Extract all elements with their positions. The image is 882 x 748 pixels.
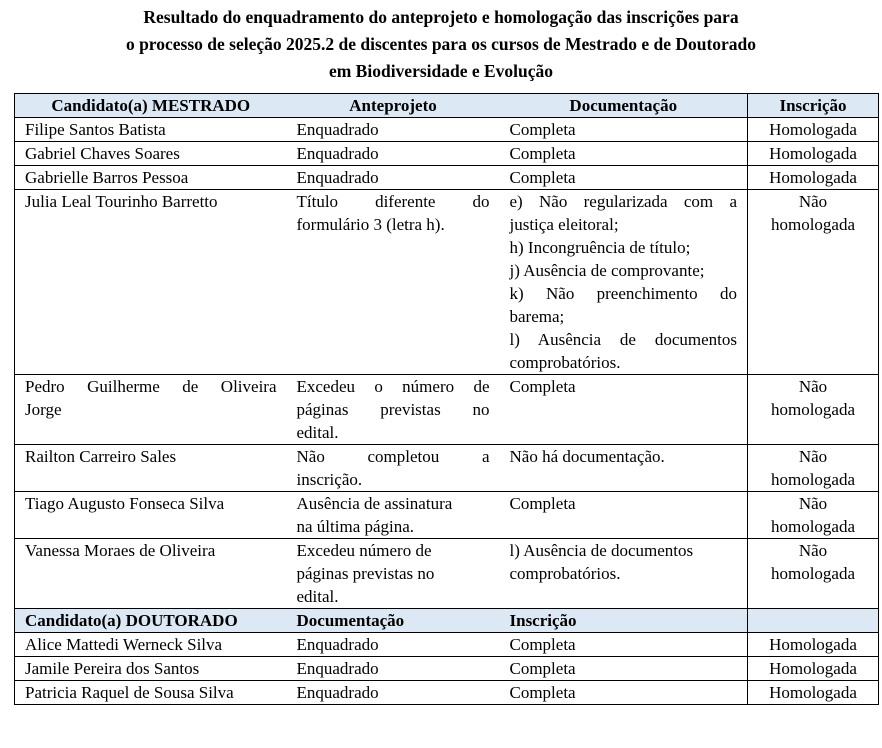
cell-inscricao — [748, 375, 879, 445]
cell-candidato — [15, 445, 287, 492]
cell-text-line: l) Ausência de documentos — [509, 330, 737, 349]
cell-text-line: comprobatórios. — [509, 564, 621, 583]
cell-inscricao — [748, 633, 879, 657]
cell-anteprojeto — [287, 375, 500, 445]
cell-documentacao — [500, 190, 748, 375]
cell-anteprojeto — [287, 190, 500, 375]
cell-text-line: homologada — [770, 470, 856, 489]
table-row — [15, 190, 879, 375]
table-row — [15, 166, 879, 190]
cell-text-line: h) Incongruência de título; — [509, 238, 691, 257]
cell-documentacao — [500, 142, 748, 166]
cell-text-line: Pedro Guilherme de Oliveira — [25, 377, 277, 396]
cell-documentacao — [500, 118, 748, 142]
cell-text-line: barema; — [509, 307, 565, 326]
cell-text-line: Homologada — [769, 120, 857, 139]
cell-anteprojeto — [287, 142, 500, 166]
cell-text-line: homologada — [770, 564, 856, 583]
cell-candidato — [15, 142, 287, 166]
cell-text-line: Homologada — [769, 635, 857, 654]
cell-anteprojeto — [287, 657, 500, 681]
cell-documentacao — [500, 633, 748, 657]
cell-text-line: Completa — [509, 494, 576, 513]
column-header-documentacao: Inscrição — [500, 609, 748, 633]
cell-text-line: Vanessa Moraes de Oliveira — [25, 541, 216, 560]
table-row — [15, 681, 879, 705]
cell-documentacao — [500, 539, 748, 609]
cell-anteprojeto — [287, 633, 500, 657]
table-row — [15, 445, 879, 492]
cell-inscricao — [748, 118, 879, 142]
cell-text-line: Não completou a — [296, 447, 490, 466]
cell-text-line: Completa — [509, 377, 576, 396]
cell-text-line: Completa — [509, 168, 576, 187]
table-row — [15, 492, 879, 539]
table-row — [15, 539, 879, 609]
cell-inscricao — [748, 681, 879, 705]
cell-documentacao — [500, 445, 748, 492]
cell-text-line: Título diferente do — [296, 192, 490, 211]
doutorado-header-row — [15, 609, 879, 633]
cell-anteprojeto — [287, 492, 500, 539]
cell-documentacao — [500, 166, 748, 190]
cell-text-line: l) Ausência de documentos — [509, 541, 694, 560]
cell-inscricao — [748, 492, 879, 539]
cell-text-line: Alice Mattedi Werneck Silva — [25, 635, 223, 654]
cell-text-line: Filipe Santos Batista — [25, 120, 166, 139]
title-line: Resultado do enquadramento do anteprojeto e homologação das inscrições para — [143, 7, 739, 27]
cell-text-line: homologada — [770, 215, 856, 234]
column-header-inscricao — [748, 609, 879, 633]
cell-text-line: edital. — [296, 423, 339, 442]
cell-candidato — [15, 375, 287, 445]
cell-text-line: edital. — [296, 587, 339, 606]
cell-text-line: Enquadrado — [296, 120, 379, 139]
cell-text-line: Não — [798, 377, 828, 396]
cell-documentacao — [500, 375, 748, 445]
cell-text-line: Completa — [509, 635, 576, 654]
cell-text-line: Homologada — [769, 659, 857, 678]
cell-text-line: homologada — [770, 517, 856, 536]
cell-text-line: páginas previstas no — [296, 564, 435, 583]
results-table — [14, 93, 879, 705]
cell-text-line: na última página. — [296, 517, 415, 536]
cell-text-line: Completa — [509, 120, 576, 139]
cell-text-line: Enquadrado — [296, 144, 379, 163]
cell-text-line: Completa — [509, 659, 576, 678]
cell-text-line: Enquadrado — [296, 168, 379, 187]
cell-text-line: Não há documentação. — [509, 447, 665, 466]
cell-candidato — [15, 492, 287, 539]
cell-text-line: Excedeu número de — [296, 541, 432, 560]
cell-text-line: Completa — [509, 144, 576, 163]
cell-anteprojeto — [287, 681, 500, 705]
cell-text-line: Homologada — [769, 683, 857, 702]
cell-anteprojeto — [287, 445, 500, 492]
table-row — [15, 118, 879, 142]
column-header-candidato: Candidato(a) MESTRADO — [15, 94, 287, 118]
cell-text-line: Completa — [509, 683, 576, 702]
cell-text-line: Jamile Pereira dos Santos — [25, 659, 200, 678]
cell-text-line: justiça eleitoral; — [509, 215, 619, 234]
cell-inscricao — [748, 166, 879, 190]
mestrado-header-row — [15, 94, 879, 118]
cell-candidato — [15, 681, 287, 705]
cell-text-line: Enquadrado — [296, 659, 379, 678]
table-row — [15, 633, 879, 657]
cell-text-line: Não — [798, 447, 828, 466]
cell-candidato — [15, 539, 287, 609]
cell-anteprojeto — [287, 118, 500, 142]
cell-text-line: k) Não preenchimento do — [509, 284, 737, 303]
cell-text-line: Não — [798, 541, 828, 560]
cell-text-line: Gabriel Chaves Soares — [25, 144, 180, 163]
cell-text-line: Tiago Augusto Fonseca Silva — [25, 494, 225, 513]
column-header-candidato: Candidato(a) DOUTORADO — [15, 609, 287, 633]
cell-text-line: Patricia Raquel de Sousa Silva — [25, 683, 234, 702]
cell-anteprojeto — [287, 166, 500, 190]
cell-text-line: Enquadrado — [296, 683, 379, 702]
cell-candidato — [15, 657, 287, 681]
cell-text-line: Não — [798, 192, 828, 211]
cell-text-line: j) Ausência de comprovante; — [509, 261, 705, 280]
cell-text-line: inscrição. — [296, 470, 363, 489]
cell-text-line: páginas previstas no — [296, 400, 490, 419]
column-header-documentacao: Documentação — [500, 94, 748, 118]
cell-anteprojeto — [287, 539, 500, 609]
column-header-anteprojeto: Documentação — [287, 609, 500, 633]
cell-text-line: Julia Leal Tourinho Barretto — [25, 192, 218, 211]
cell-candidato — [15, 166, 287, 190]
title-line: em Biodiversidade e Evolução — [328, 61, 554, 81]
table-row — [15, 375, 879, 445]
cell-text-line: Ausência de assinatura — [296, 494, 453, 513]
table-row — [15, 142, 879, 166]
cell-text-line: Homologada — [769, 168, 857, 187]
cell-documentacao — [500, 492, 748, 539]
cell-text-line: comprobatórios. — [509, 353, 621, 372]
cell-text-line: formulário 3 (letra h). — [296, 215, 445, 234]
cell-inscricao — [748, 142, 879, 166]
cell-text-line: homologada — [770, 400, 856, 419]
document-title — [0, 4, 882, 85]
table-row — [15, 657, 879, 681]
cell-inscricao — [748, 657, 879, 681]
cell-text-line: Gabrielle Barros Pessoa — [25, 168, 189, 187]
cell-text-line: e) Não regularizada com a — [509, 192, 737, 211]
cell-text-line: Não — [798, 494, 828, 513]
cell-text-line: Homologada — [769, 144, 857, 163]
cell-inscricao — [748, 190, 879, 375]
cell-inscricao — [748, 539, 879, 609]
column-header-anteprojeto: Anteprojeto — [287, 94, 500, 118]
cell-documentacao — [500, 657, 748, 681]
cell-candidato — [15, 633, 287, 657]
cell-text-line: Railton Carreiro Sales — [25, 447, 177, 466]
cell-inscricao — [748, 445, 879, 492]
cell-documentacao — [500, 681, 748, 705]
cell-text-line: Enquadrado — [296, 635, 379, 654]
cell-text-line: Excedeu o número de — [296, 377, 490, 396]
column-header-inscricao: Inscrição — [748, 94, 879, 118]
cell-candidato — [15, 190, 287, 375]
cell-candidato — [15, 118, 287, 142]
cell-text-line: Jorge — [25, 400, 62, 419]
title-line: o processo de seleção 2025.2 de discentes para os cursos de Mestrado e de Doutorado — [125, 34, 757, 54]
